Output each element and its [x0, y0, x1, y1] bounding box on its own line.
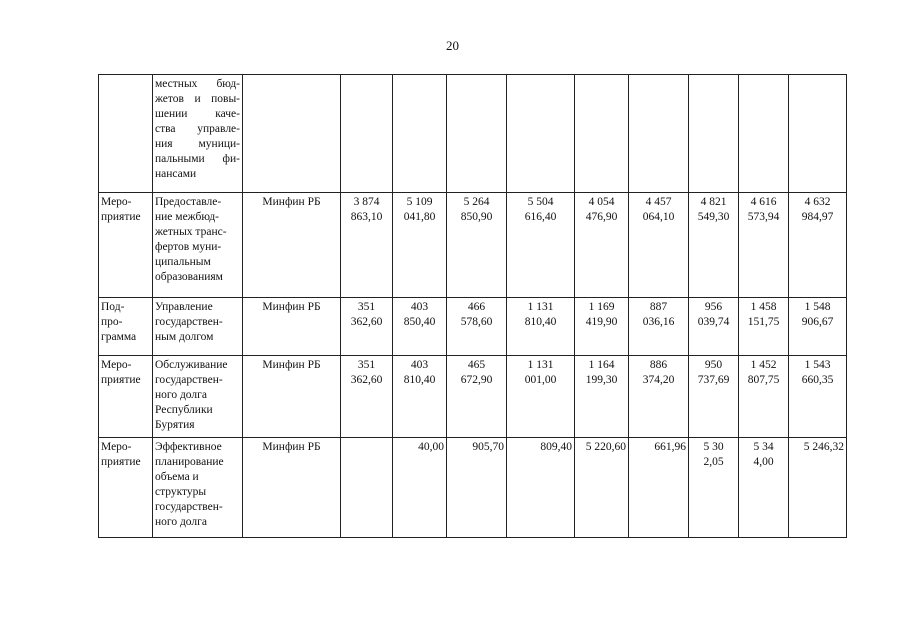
row-name-line: жетов и повы-	[155, 93, 240, 105]
row-name-line: ципальным	[155, 256, 211, 268]
value-line: 4,00	[753, 456, 774, 468]
row-name-line: государствен-	[155, 374, 223, 386]
row-name-line: Бурятия	[155, 419, 195, 431]
value-cell-8	[739, 75, 789, 193]
value-line: 549,30	[697, 211, 730, 223]
table-row	[99, 356, 847, 438]
row-name-line: нансами	[155, 168, 197, 180]
row-executor-cell	[243, 75, 341, 193]
row-type-line: приятие	[101, 374, 141, 386]
table-row	[99, 193, 847, 298]
row-type-line: Меро-	[101, 196, 132, 208]
value-cell-8	[739, 193, 789, 298]
row-executor-cell: Минфин РБ	[243, 356, 341, 438]
value-cell-3	[447, 298, 507, 356]
value-line: 807,75	[747, 374, 780, 386]
value-line: 850,40	[403, 316, 436, 328]
value-line: 1 131	[527, 359, 554, 371]
value-cell-4	[507, 298, 575, 356]
value-line: 950	[704, 359, 723, 371]
value-line: 5 109	[406, 196, 433, 208]
value-line: 064,10	[642, 211, 675, 223]
value-line: 001,00	[524, 374, 557, 386]
value-cell-1	[341, 75, 393, 193]
row-type-line: Под-	[101, 301, 125, 313]
value-cell-7	[689, 193, 739, 298]
value-line: 1 548	[804, 301, 831, 313]
value-cell-8	[739, 298, 789, 356]
value-line: 2,05	[703, 456, 724, 468]
value-line: 5 220,60	[585, 441, 626, 453]
value-cell-2	[393, 193, 447, 298]
value-line: 4 457	[645, 196, 672, 208]
value-cell-8	[739, 438, 789, 538]
row-type-cell	[99, 438, 153, 538]
value-cell-3	[447, 356, 507, 438]
page-number: 20	[446, 38, 459, 53]
budget-table	[98, 74, 847, 538]
row-name-line: Управление	[155, 301, 213, 313]
table-row	[99, 438, 847, 538]
row-name-line: структуры	[155, 486, 207, 498]
value-line: 661,96	[654, 441, 686, 453]
value-cell-7	[689, 75, 739, 193]
row-type-line: грамма	[101, 331, 137, 343]
value-line: 5 246,32	[803, 441, 844, 453]
value-cell-4	[507, 75, 575, 193]
value-cell-4	[507, 193, 575, 298]
value-cell-7	[689, 298, 739, 356]
value-line: 810,40	[524, 316, 557, 328]
value-cell-5	[575, 75, 629, 193]
value-line: 036,16	[642, 316, 675, 328]
value-line: 863,10	[350, 211, 383, 223]
value-line: 1 131	[527, 301, 554, 313]
value-line: 573,94	[747, 211, 780, 223]
value-line: 4 821	[700, 196, 727, 208]
value-line: 809,40	[540, 441, 572, 453]
value-cell-1	[341, 193, 393, 298]
value-line: 5 264	[463, 196, 490, 208]
value-cell-1	[341, 356, 393, 438]
row-type-line: Меро-	[101, 441, 132, 453]
row-name-line: ным долгом	[155, 331, 214, 343]
value-line: 351	[357, 359, 376, 371]
value-line: 1 169	[588, 301, 615, 313]
row-name-line: государствен-	[155, 501, 223, 513]
row-type-line: Меро-	[101, 359, 132, 371]
value-line: 351	[357, 301, 376, 313]
row-name-cell	[153, 75, 243, 193]
value-cell-5	[575, 193, 629, 298]
value-line: 1 164	[588, 359, 615, 371]
value-line: 1 452	[750, 359, 777, 371]
value-line: 1 543	[804, 359, 831, 371]
value-cell-2	[393, 75, 447, 193]
value-line: 850,90	[460, 211, 493, 223]
row-name-cell	[153, 193, 243, 298]
value-line: 199,30	[585, 374, 618, 386]
value-cell-9	[789, 193, 847, 298]
row-name-line: государствен-	[155, 316, 223, 328]
row-executor-cell: Минфин РБ	[243, 193, 341, 298]
value-line: 3 874	[353, 196, 380, 208]
value-line: 4 632	[804, 196, 831, 208]
value-line: 578,60	[460, 316, 493, 328]
row-type-line: приятие	[101, 211, 141, 223]
value-line: 476,90	[585, 211, 618, 223]
value-line: 5 30	[703, 441, 724, 453]
row-type-cell	[99, 356, 153, 438]
row-name-line: ние межбюд-	[155, 211, 220, 223]
table-body	[99, 75, 847, 538]
value-cell-3	[447, 193, 507, 298]
row-name-line: ного долга	[155, 389, 207, 401]
row-executor-cell: Минфин РБ	[243, 298, 341, 356]
value-cell-8	[739, 356, 789, 438]
value-line: 5 504	[527, 196, 554, 208]
row-name-line: Эффективное	[155, 441, 222, 453]
value-cell-6	[629, 298, 689, 356]
value-line: 40,00	[418, 441, 444, 453]
value-cell-1	[341, 438, 393, 538]
value-line: 905,70	[472, 441, 504, 453]
row-name-line: Обслуживание	[155, 359, 228, 371]
row-type-line: про-	[101, 316, 123, 328]
value-cell-2	[393, 298, 447, 356]
value-cell-6	[629, 438, 689, 538]
table-row	[99, 75, 847, 193]
value-line: 466	[467, 301, 486, 313]
value-line: 660,35	[801, 374, 834, 386]
value-cell-4	[507, 356, 575, 438]
row-name-line: фертов муни-	[155, 241, 222, 253]
value-line: 984,97	[801, 211, 834, 223]
value-line: 151,75	[747, 316, 780, 328]
value-line: 403	[410, 359, 429, 371]
row-name-line: ния муници-	[155, 138, 240, 150]
value-cell-5	[575, 438, 629, 538]
row-type-line: приятие	[101, 456, 141, 468]
value-cell-2	[393, 438, 447, 538]
value-cell-3	[447, 438, 507, 538]
row-type-cell	[99, 298, 153, 356]
value-cell-9	[789, 298, 847, 356]
value-line: 041,80	[403, 211, 436, 223]
value-cell-6	[629, 356, 689, 438]
value-cell-5	[575, 356, 629, 438]
value-line: 362,60	[350, 374, 383, 386]
row-name-line: жетных транс-	[155, 226, 227, 238]
value-line: 039,74	[697, 316, 730, 328]
row-name-line: пальными фи-	[155, 153, 240, 165]
table-row	[99, 298, 847, 356]
row-name-cell	[153, 298, 243, 356]
value-cell-4	[507, 438, 575, 538]
value-line: 465	[467, 359, 486, 371]
row-name-line: планирование	[155, 456, 224, 468]
row-name-cell	[153, 438, 243, 538]
row-name-cell	[153, 356, 243, 438]
value-line: 810,40	[403, 374, 436, 386]
value-line: 616,40	[524, 211, 557, 223]
value-line: 887	[649, 301, 668, 313]
value-line: 906,67	[801, 316, 834, 328]
value-line: 4 054	[588, 196, 615, 208]
value-line: 672,90	[460, 374, 493, 386]
value-line: 886	[649, 359, 668, 371]
value-line: 362,60	[350, 316, 383, 328]
value-line: 1 458	[750, 301, 777, 313]
value-cell-9	[789, 75, 847, 193]
row-type-cell	[99, 75, 153, 193]
row-name-line: ного долга	[155, 516, 207, 528]
value-line: 956	[704, 301, 723, 313]
row-name-line: объема и	[155, 471, 199, 483]
row-name-line: образованиям	[155, 271, 223, 283]
value-cell-9	[789, 438, 847, 538]
row-name-line: шении каче-	[155, 108, 240, 120]
value-line: 419,90	[585, 316, 618, 328]
row-name-line: местных бюд-	[155, 78, 240, 90]
value-cell-6	[629, 75, 689, 193]
row-executor-cell: Минфин РБ	[243, 438, 341, 538]
row-type-cell	[99, 193, 153, 298]
row-name-line: ства управле-	[155, 123, 240, 135]
row-name-line: Предоставле-	[155, 196, 222, 208]
value-cell-6	[629, 193, 689, 298]
value-cell-3	[447, 75, 507, 193]
value-cell-9	[789, 356, 847, 438]
value-line: 374,20	[642, 374, 675, 386]
value-cell-7	[689, 438, 739, 538]
value-line: 737,69	[697, 374, 730, 386]
value-cell-2	[393, 356, 447, 438]
value-line: 5 34	[753, 441, 774, 453]
value-cell-5	[575, 298, 629, 356]
value-line: 4 616	[750, 196, 777, 208]
value-line: 403	[410, 301, 429, 313]
value-cell-1	[341, 298, 393, 356]
value-cell-7	[689, 356, 739, 438]
row-name-line: Республики	[155, 404, 213, 416]
